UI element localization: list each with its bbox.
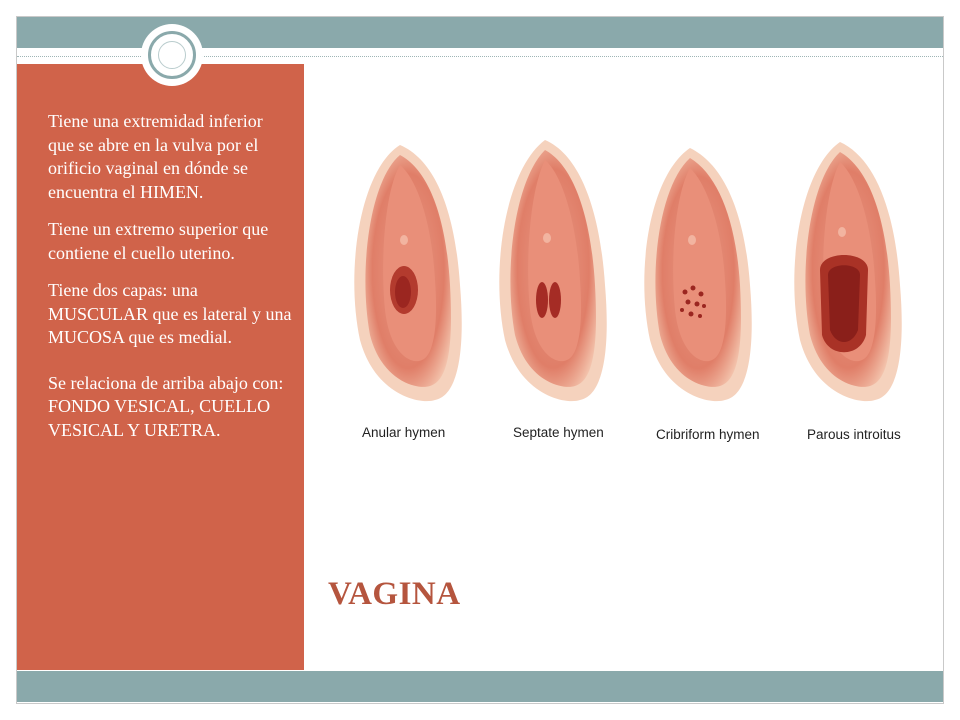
septate-hymen-drawing [499,140,606,401]
slide-title: VAGINA [328,576,461,612]
parous-introitus-drawing [794,142,901,401]
bullet-list [48,110,293,456]
cribriform-hymen-drawing [644,148,751,401]
bullet-text: Se relaciona de arriba abajo con: FONDO VESICAL, CUELLO VESICAL Y URETRA. [48,372,284,440]
bullet-text: Tiene un extremo superior que contiene el cuello uterino. [48,219,269,263]
bottom-band [17,671,943,702]
caption-parous-introitus: Parous introitus [807,427,901,442]
bullet-text: Tiene dos capas: una MUSCULAR que es lateral y una MUCOSA que es medial. [48,280,292,347]
caption-anular-hymen: Anular hymen [362,425,446,440]
emblem-ring [148,31,196,79]
bullet-text: Tiene una extremidad inferior que se abre en la vulva por el orificio vaginal en dónde se encuentra el HIMEN. [48,111,263,202]
emblem-inner-ring [158,41,186,69]
circle-emblem-icon [141,24,203,86]
caption-septate-hymen: Septate hymen [513,425,604,440]
hymen-illustration [340,120,930,460]
anular-hymen-drawing [354,145,461,401]
hymen-drawings [340,120,930,460]
caption-cribriform-hymen: Cribriform hymen [656,427,760,442]
